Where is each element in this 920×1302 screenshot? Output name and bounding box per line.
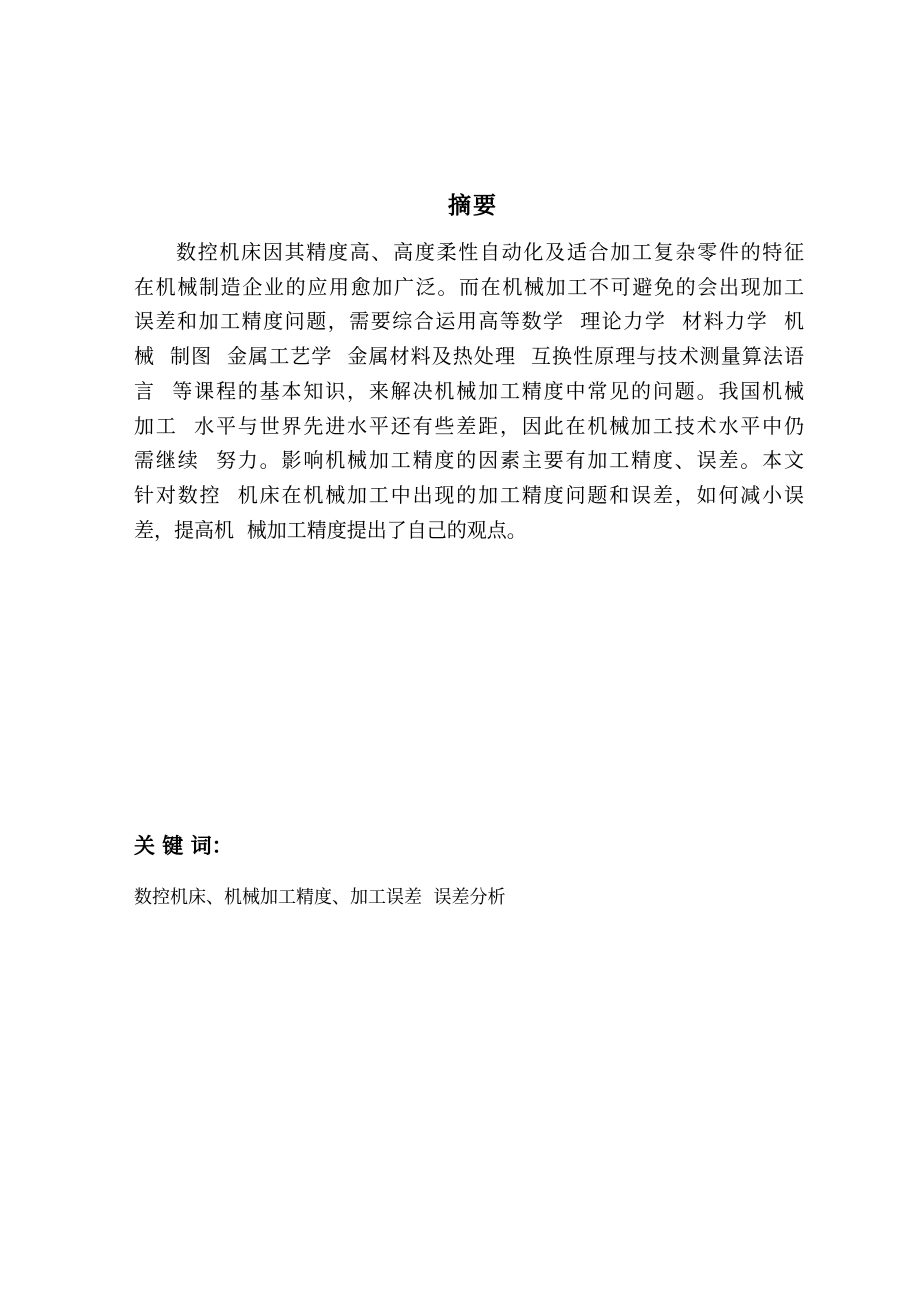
abstract-line: 误差和加工精度问题，需要综合运用高等数学 理论力学 材料力学 机 [134,309,804,334]
keywords-heading: 关 键 词： [134,834,233,858]
keywords-text: 数控机床、机械加工精度、加工误差 误差分析 [134,887,506,908]
abstract-line: 针对数控 机床在机械加工中出现的加工精度问题和误差，如何减小误 [134,482,804,507]
abstract-line: 差，提高机 械加工精度提出了自己的观点。 [134,517,527,542]
abstract-line: 加工 水平与世界先进水平还有些差距，因此在机械加工技术水平中仍 [134,413,804,438]
abstract-line: 在机械制造企业的应用愈加广泛。而在机械加工不可避免的会出现加工 [134,274,804,299]
abstract-line: 数控机床因其精度高、高度柔性自动化及适合加工复杂零件的特征 [176,240,804,264]
abstract-line: 言 等课程的基本知识，来解决机械加工精度中常见的问题。我国机械 [134,378,804,403]
abstract-body [134,235,804,547]
abstract-line: 需继续 努力。影响机械加工精度的因素主要有加工精度、误差。本文 [134,448,804,473]
abstract-title: 摘要 [448,193,498,219]
abstract-line: 械 制图 金属工艺学 金属材料及热处理 互换性原理与技术测量算法语 [134,344,804,369]
